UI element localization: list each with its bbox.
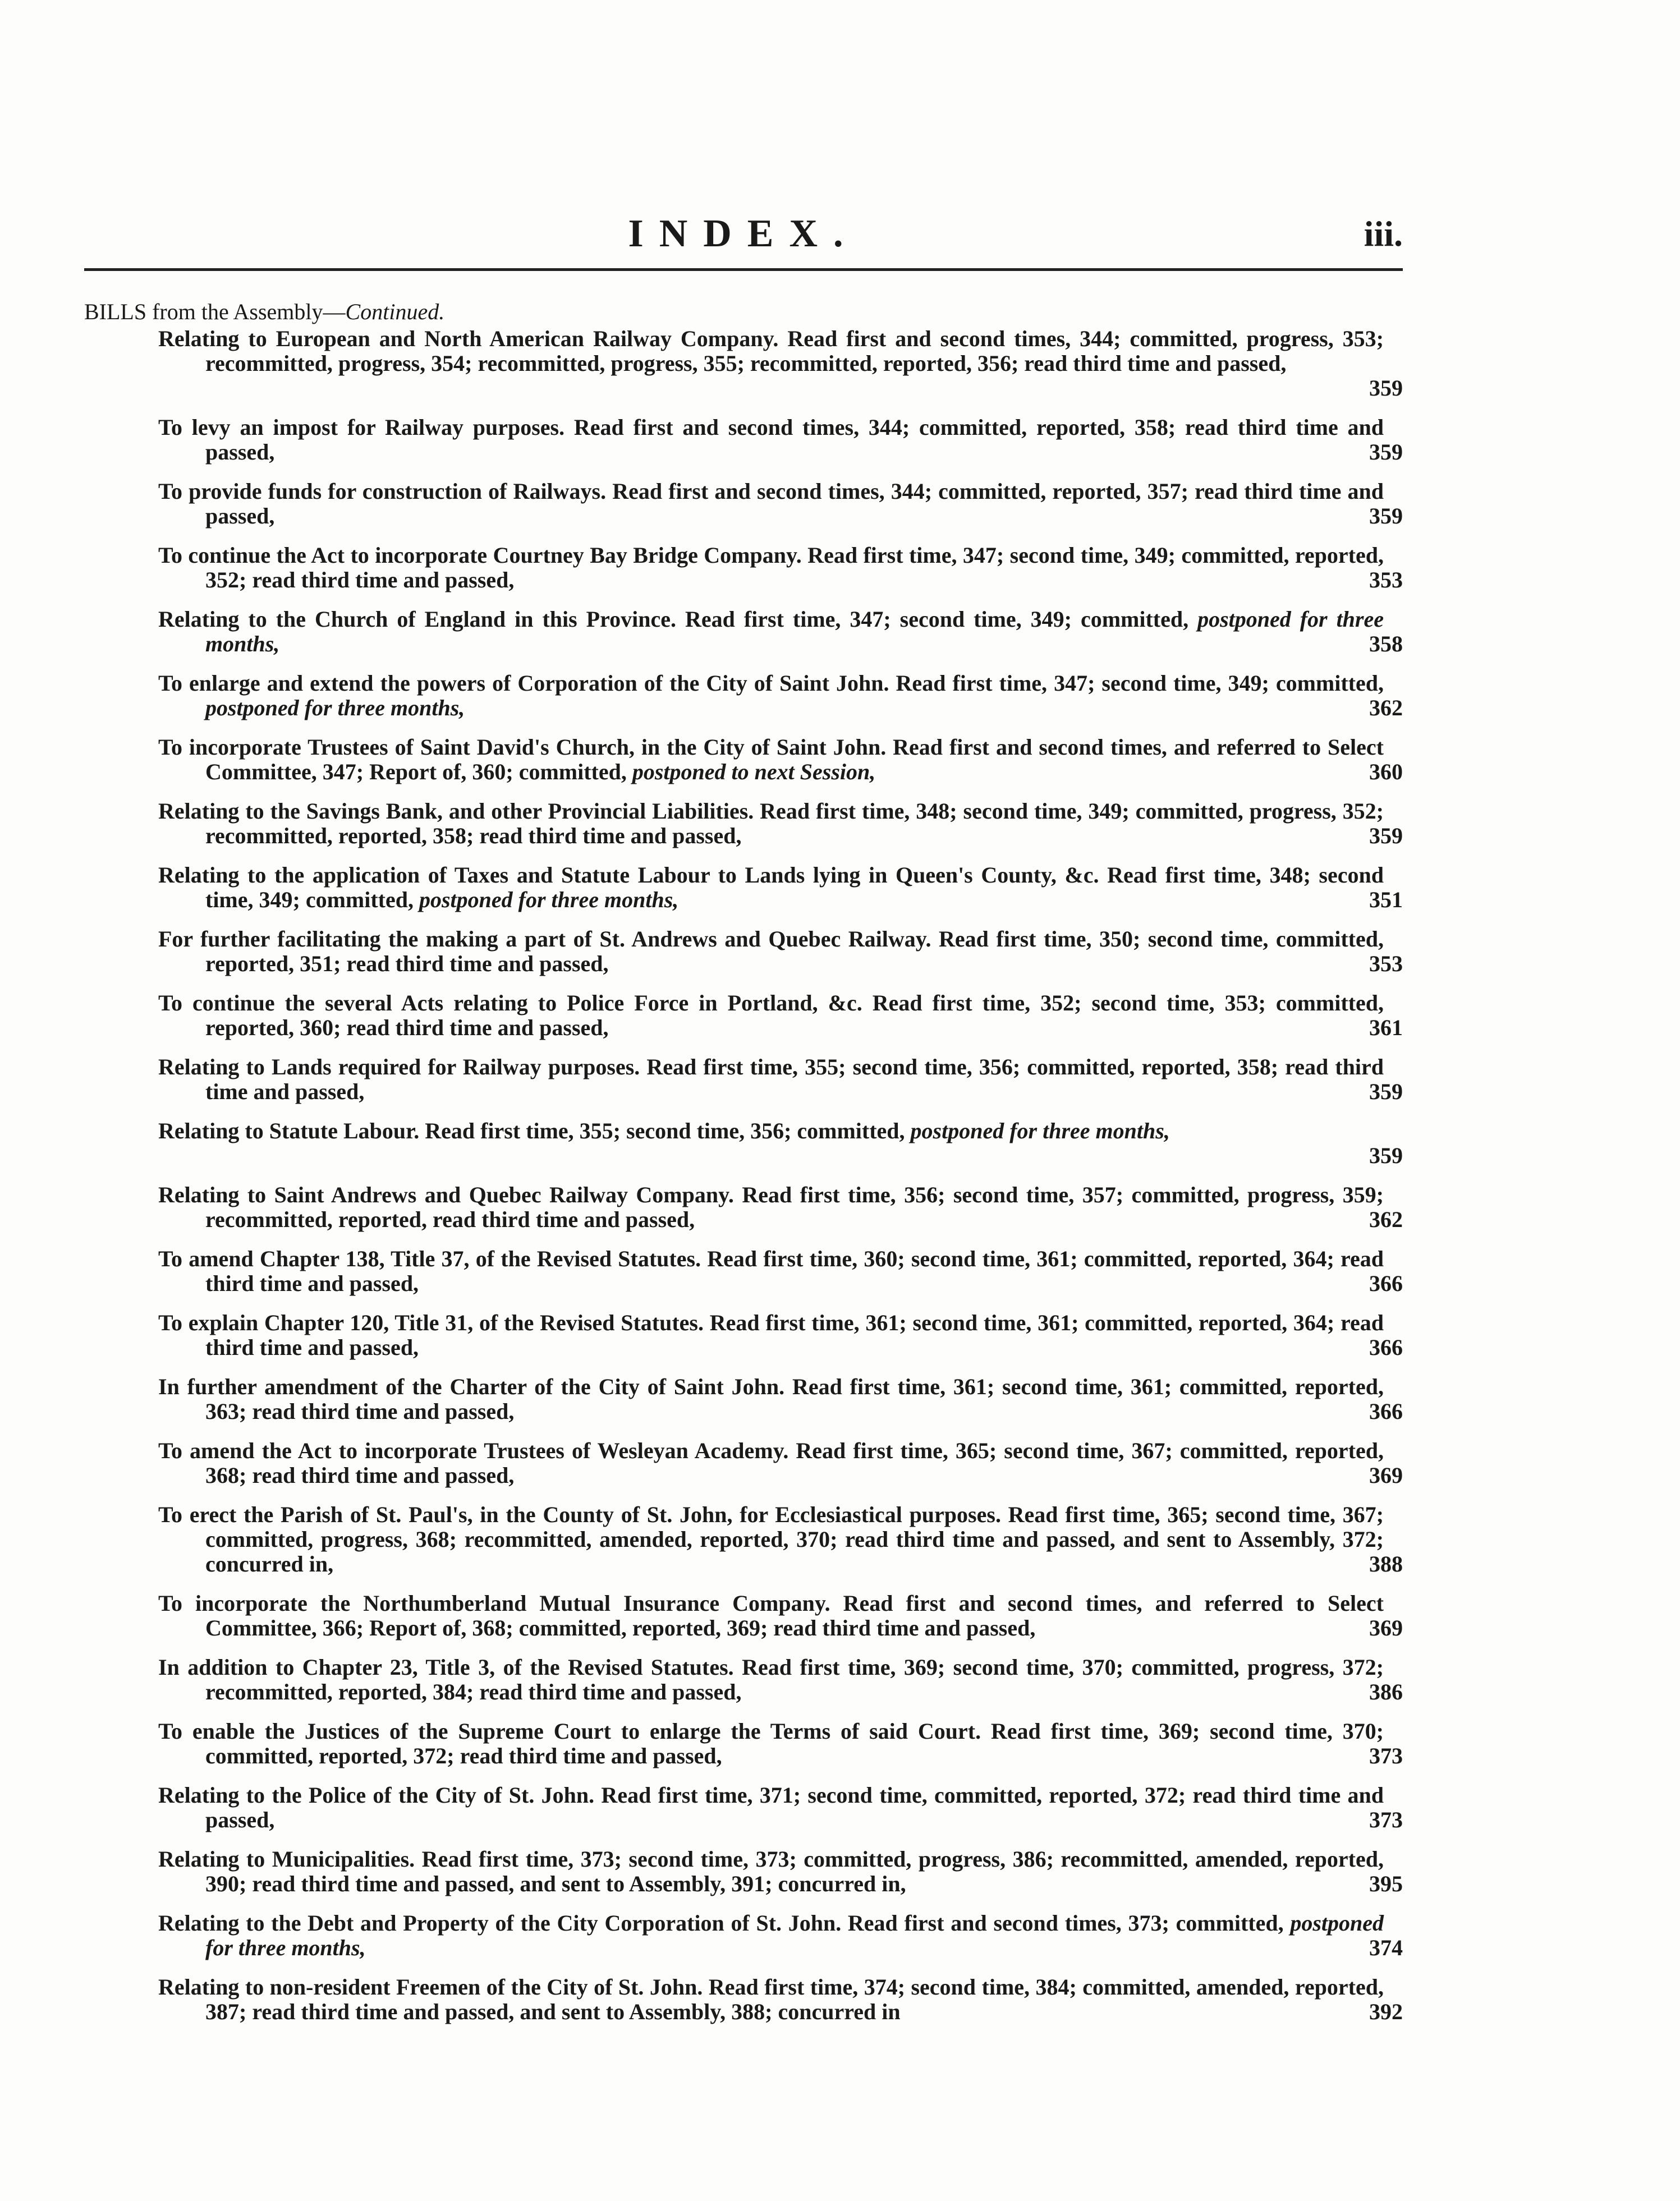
index-entry bbox=[158, 671, 1403, 735]
index-entry bbox=[158, 1055, 1403, 1119]
index-entry bbox=[158, 1183, 1403, 1247]
index-entry bbox=[158, 735, 1403, 799]
entry-page-number: 353 bbox=[1369, 567, 1403, 592]
entry-body: To continue the Act to incorporate Courtney Bay Bridge Company. Read first time, 347; second time, 349; committed, reported, 352; read third time and passed, bbox=[158, 543, 1384, 592]
index-entry bbox=[158, 1911, 1403, 1975]
entry-page-number: 359 bbox=[1369, 375, 1403, 401]
entry-text bbox=[158, 927, 1384, 976]
entry-italic-note: postponed to next Session, bbox=[632, 759, 876, 784]
entry-body: Relating to European and North American Railway Company. Read first and second times, 344; committed, progress, 353; recommitted, progress, 354; recommitted, progress, 355; recommitted, reported, 356; read third time and passed, bbox=[158, 326, 1384, 376]
entry-italic-note: postponed for three months, bbox=[205, 1910, 1384, 1960]
entry-text bbox=[158, 1247, 1384, 1296]
entry-page-number: 359 bbox=[1369, 1079, 1403, 1104]
index-entry bbox=[158, 863, 1403, 927]
entry-text bbox=[158, 1055, 1384, 1104]
index-entry bbox=[158, 415, 1403, 479]
entry-body: To incorporate Trustees of Saint David's Church, in the City of Saint John. Read first and second times, and referred to Select Committee, 347; Report of, 360; committed, bbox=[158, 734, 1384, 784]
entry-text bbox=[158, 735, 1384, 784]
index-entries bbox=[158, 327, 1403, 2039]
entry-page-number: 369 bbox=[1369, 1463, 1403, 1488]
index-entry bbox=[158, 1655, 1403, 1719]
entry-body: To amend Chapter 138, Title 37, of the Revised Statutes. Read first time, 360; second time, 361; committed, reported, 364; read third time and passed, bbox=[158, 1246, 1384, 1296]
entry-text bbox=[158, 1655, 1384, 1704]
entry-text bbox=[158, 1119, 1384, 1143]
entry-italic-note: postponed for three months, bbox=[419, 887, 679, 912]
entry-body: Relating to the Police of the City of St. John. Read first time, 371; second time, committed, reported, 372; read third time and passed, bbox=[158, 1782, 1384, 1832]
entry-text bbox=[158, 671, 1384, 720]
index-entry bbox=[158, 1719, 1403, 1783]
entry-page-number: 351 bbox=[1369, 887, 1403, 912]
entry-body: To provide funds for construction of Railways. Read first and second times, 344; committed, reported, 357; read third time and passed, bbox=[158, 479, 1384, 529]
entry-body: Relating to the Savings Bank, and other Provincial Liabilities. Read first time, 348; second time, 349; committed, progress, 352; recommitted, reported, 358; read third time and passed, bbox=[158, 798, 1384, 848]
entry-page-number: 366 bbox=[1369, 1399, 1403, 1424]
entry-text bbox=[158, 479, 1384, 529]
entry-text bbox=[158, 327, 1384, 376]
entry-page-number: 374 bbox=[1369, 1935, 1403, 1960]
entry-italic-note: postponed for three months, bbox=[910, 1118, 1170, 1143]
entry-body: Relating to Municipalities. Read first time, 373; second time, 373; committed, progress, 386; recommitted, amended, reported, 390; read third time and passed, and sent to Assembly, 391; concurred in, bbox=[158, 1846, 1384, 1896]
entry-page-number: 362 bbox=[1369, 1207, 1403, 1232]
entry-text bbox=[158, 1311, 1384, 1360]
index-entry bbox=[158, 1847, 1403, 1911]
entry-page-number: 369 bbox=[1369, 1615, 1403, 1641]
entry-page-number: 359 bbox=[1369, 823, 1403, 848]
entry-body: Relating to non-resident Freemen of the City of St. John. Read first time, 374; second time, 384; committed, amended, reported, 387; read third time and passed, and sent to Assembly, 388; concurred in bbox=[158, 1974, 1384, 2024]
entry-page-number: 366 bbox=[1369, 1271, 1403, 1296]
entry-text bbox=[158, 1847, 1384, 1896]
entry-page-number: 361 bbox=[1369, 1015, 1403, 1040]
entry-page-number: 353 bbox=[1369, 951, 1403, 976]
entry-body: To continue the several Acts relating to Police Force in Portland, &c. Read first time, 352; second time, 353; committed, reported, 360; read third time and passed, bbox=[158, 990, 1384, 1040]
section-heading-text: BILLS from the Assembly— bbox=[84, 299, 346, 324]
entry-body: To amend the Act to incorporate Trustees of Wesleyan Academy. Read first time, 365; second time, 367; committed, reported, 368; read third time and passed, bbox=[158, 1438, 1384, 1488]
entry-text bbox=[158, 799, 1384, 848]
entry-body: Relating to the Debt and Property of the City Corporation of St. John. Read first and second times, 373; committed, bbox=[158, 1910, 1284, 1936]
entry-page-number: 395 bbox=[1369, 1871, 1403, 1896]
entry-body: Relating to Lands required for Railway purposes. Read first time, 355; second time, 356; committed, reported, 358; read third time and passed, bbox=[158, 1054, 1384, 1104]
entry-page-number: 373 bbox=[1369, 1807, 1403, 1832]
entry-text bbox=[158, 607, 1384, 656]
entry-text bbox=[158, 863, 1384, 912]
index-entry bbox=[158, 991, 1403, 1055]
page-header bbox=[84, 209, 1403, 270]
entry-text bbox=[158, 415, 1384, 465]
entry-body: To explain Chapter 120, Title 31, of the Revised Statutes. Read first time, 361; second time, 361; committed, reported, 364; read third time and passed, bbox=[158, 1310, 1384, 1360]
entry-body: Relating to Saint Andrews and Quebec Railway Company. Read first time, 356; second time, 357; committed, progress, 359; recommitted, reported, read third time and passed, bbox=[158, 1182, 1384, 1232]
entry-body: To erect the Parish of St. Paul's, in the County of St. John, for Ecclesiastical purposes. Read first time, 365; second time, 367; committed, progress, 368; recommitted, amended, reported, 370; read third time and passed, and sent to Assembly, 372; concurred in, bbox=[158, 1502, 1384, 1577]
index-entry bbox=[158, 1311, 1403, 1375]
entry-text bbox=[158, 1375, 1384, 1424]
entry-page-number: 388 bbox=[1369, 1551, 1403, 1577]
entry-body: In further amendment of the Charter of the City of Saint John. Read first time, 361; second time, 361; committed, reported, 363; read third time and passed, bbox=[158, 1374, 1384, 1424]
entry-text bbox=[158, 1719, 1384, 1768]
page-title: INDEX. bbox=[628, 212, 859, 255]
entry-text bbox=[158, 991, 1384, 1040]
entry-body: To enable the Justices of the Supreme Court to enlarge the Terms of said Court. Read first time, 369; second time, 370; committed, reported, 372; read third time and passed, bbox=[158, 1718, 1384, 1768]
entry-body: Relating to Statute Labour. Read first time, 355; second time, 356; committed, bbox=[158, 1118, 905, 1143]
entry-page-number: 386 bbox=[1369, 1679, 1403, 1704]
entry-text bbox=[158, 1783, 1384, 1832]
entry-body: Relating to the application of Taxes and Statute Labour to Lands lying in Queen's County, &c. Read first time, 348; second time, 349; committed, bbox=[158, 862, 1384, 912]
entry-page-number: 362 bbox=[1369, 695, 1403, 720]
index-entry bbox=[158, 1247, 1403, 1311]
index-entry bbox=[158, 607, 1403, 671]
index-entry bbox=[158, 1783, 1403, 1847]
entry-page-number: 358 bbox=[1369, 631, 1403, 656]
index-entry bbox=[158, 799, 1403, 863]
entry-page-number: 359 bbox=[1369, 439, 1403, 465]
entry-text bbox=[158, 1975, 1384, 2024]
entry-body: Relating to the Church of England in this Province. Read first time, 347; second time, 349; committed, bbox=[158, 606, 1189, 632]
page-number: iii. bbox=[1364, 214, 1403, 254]
index-entry bbox=[158, 1591, 1403, 1655]
index-entry bbox=[158, 1119, 1403, 1183]
entry-page-number: 359 bbox=[1369, 503, 1403, 529]
index-entry bbox=[158, 479, 1403, 543]
index-entry bbox=[158, 1502, 1403, 1591]
entry-page-number: 360 bbox=[1369, 759, 1403, 784]
index-entry bbox=[158, 927, 1403, 991]
header-rule bbox=[84, 268, 1403, 271]
index-entry bbox=[158, 543, 1403, 607]
entry-page-number: 359 bbox=[1369, 1143, 1403, 1168]
entry-text bbox=[158, 1183, 1384, 1232]
entry-body: For further facilitating the making a part of St. Andrews and Quebec Railway. Read first time, 350; second time, committed, reported, 351; read third time and passed, bbox=[158, 926, 1384, 976]
index-entry bbox=[158, 327, 1403, 415]
entry-body: To levy an impost for Railway purposes. Read first and second times, 344; committed, reported, 358; read third time and passed, bbox=[158, 415, 1384, 465]
entry-text bbox=[158, 1502, 1384, 1577]
entry-text bbox=[158, 543, 1384, 592]
section-heading bbox=[84, 300, 444, 324]
entry-italic-note: postponed for three months, bbox=[205, 695, 465, 720]
entry-page-number: 373 bbox=[1369, 1743, 1403, 1768]
section-heading-continued: Continued. bbox=[345, 299, 445, 324]
entry-page-number: 366 bbox=[1369, 1335, 1403, 1360]
entry-page-number: 392 bbox=[1369, 1999, 1403, 2024]
entry-text bbox=[158, 1439, 1384, 1488]
index-entry bbox=[158, 1439, 1403, 1502]
entry-body: To incorporate the Northumberland Mutual Insurance Company. Read first and second times, and referred to Select Committee, 366; Report of, 368; committed, reported, 369; read third time and passed, bbox=[158, 1591, 1384, 1641]
entry-text bbox=[158, 1911, 1384, 1960]
entry-text bbox=[158, 1591, 1384, 1641]
entry-italic-note: postponed for three months, bbox=[205, 606, 1384, 656]
index-entry bbox=[158, 1375, 1403, 1439]
index-entry bbox=[158, 1975, 1403, 2039]
entry-body: To enlarge and extend the powers of Corporation of the City of Saint John. Read first time, 347; second time, 349; committed, bbox=[158, 670, 1384, 696]
entry-body: In addition to Chapter 23, Title 3, of the Revised Statutes. Read first time, 369; second time, 370; committed, progress, 372; recommitted, reported, 384; read third time and passed, bbox=[158, 1655, 1384, 1704]
